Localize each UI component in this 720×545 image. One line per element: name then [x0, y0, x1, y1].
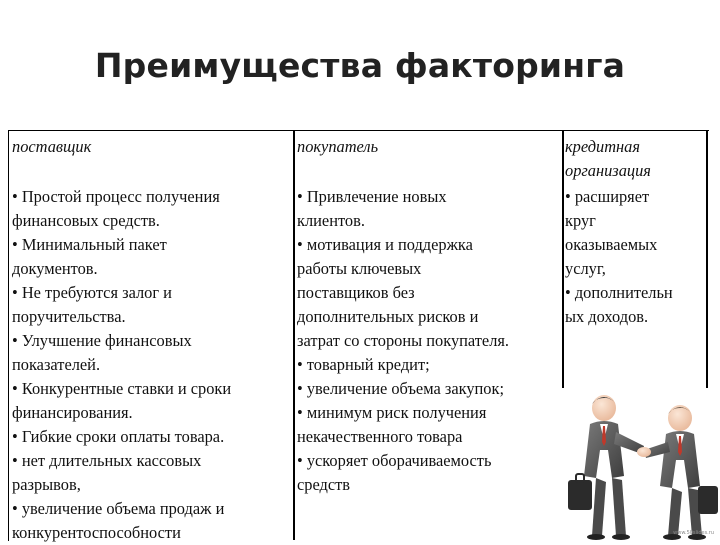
list-item: документов.: [12, 259, 98, 278]
header-line: поставщик: [12, 137, 92, 156]
column-divider: [293, 130, 295, 540]
list-item: некачественного товара: [297, 427, 463, 446]
column-supplier: [12, 135, 292, 542]
list-item: • дополнительн: [565, 283, 673, 302]
list-item: • товарный кредит;: [297, 355, 430, 374]
column-buyer: [297, 135, 565, 494]
list-item: • увеличение объема закупок;: [297, 379, 505, 398]
column-header-credit-org: [565, 135, 705, 183]
list-item: • Улучшение финансовых: [12, 331, 192, 350]
list-item: финансовых средств.: [12, 211, 160, 230]
handshake-people-icon: [562, 388, 720, 540]
list-item: показателей.: [12, 355, 101, 374]
list-item: услуг,: [565, 259, 606, 278]
image-credit: www.50slides.ru: [673, 530, 714, 536]
list-item: разрывов,: [12, 475, 81, 494]
list-item: • ускоряет оборачиваемость: [297, 451, 492, 470]
list-item: • Привлечение новых: [297, 187, 447, 206]
header-line: организация: [565, 161, 651, 180]
buyer-list: [297, 185, 509, 497]
page-title: Преимущества факторинга: [94, 46, 626, 85]
supplier-list: [12, 185, 231, 545]
list-item: • увеличение объема продаж и: [12, 499, 225, 518]
list-item: финансирования.: [12, 403, 133, 422]
list-item: круг: [565, 211, 596, 230]
column-divider: [706, 130, 708, 388]
list-item: поручительства.: [12, 307, 126, 326]
column-credit-org: [565, 135, 705, 326]
list-item: • Гибкие сроки оплаты товара.: [12, 427, 225, 446]
header-line: покупатель: [297, 137, 379, 156]
list-item: поставщиков без: [297, 283, 415, 302]
list-item: дополнительных рисков и: [297, 307, 479, 326]
credit-org-list: [565, 185, 673, 329]
list-item: клиентов.: [297, 211, 365, 230]
list-item: средств: [297, 475, 351, 494]
header-line: кредитная: [565, 137, 640, 156]
list-item: • минимум риск получения: [297, 403, 487, 422]
list-item: • расширяет: [565, 187, 650, 206]
list-item: • мотивация и поддержка: [297, 235, 473, 254]
list-item: затрат со стороны покупателя.: [297, 331, 510, 350]
list-item: • нет длительных кассовых: [12, 451, 202, 470]
list-item: • Не требуются залог и: [12, 283, 172, 302]
column-header-supplier: [12, 135, 292, 159]
list-item: • Конкурентные ставки и сроки: [12, 379, 232, 398]
column-header-buyer: [297, 135, 565, 159]
list-item: конкурентоспособности: [12, 523, 181, 542]
column-divider: [562, 130, 564, 388]
list-item: • Простой процесс получения: [12, 187, 220, 206]
list-item: оказываемых: [565, 235, 658, 254]
list-item: • Минимальный пакет: [12, 235, 167, 254]
list-item: работы ключевых: [297, 259, 422, 278]
list-item: ых доходов.: [565, 307, 649, 326]
